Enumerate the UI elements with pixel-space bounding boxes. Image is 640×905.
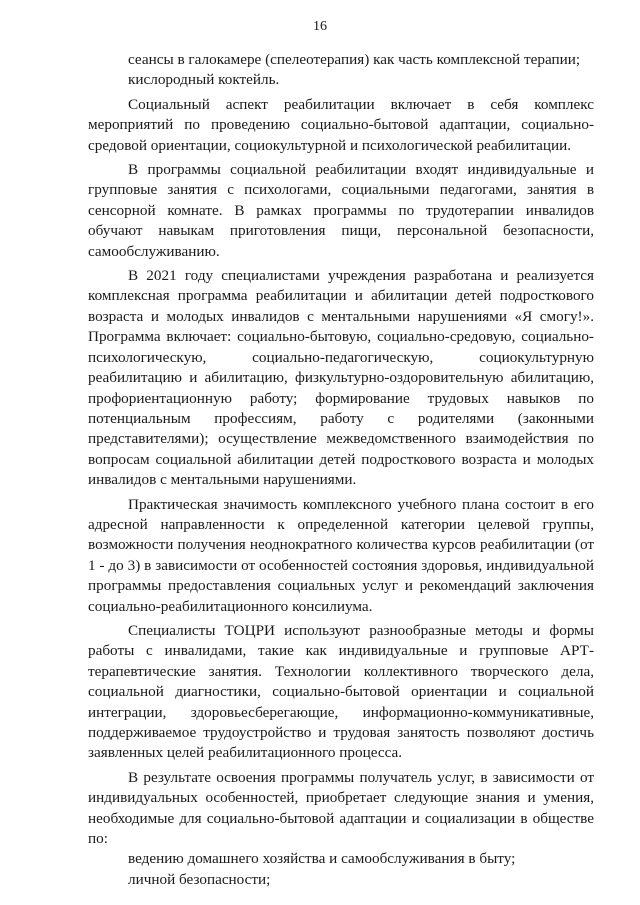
list-item: сеансы в галокамере (спелеотерапия) как часть комплексной терапии; (128, 51, 581, 68)
list-item: личной безопасности; (128, 870, 271, 888)
paragraph-methods: Специалисты ТОЦРИ используют разнообразные методы и формы работы с инвалидами, такие как индивидуальные и групповые АРТ-терапевтические занятия. Технологии коллективного творческого дела, социальной диагностики, социально-бытовой ориентации и социальной интеграции, здоровьесберегающие, информационно-коммуникативные, поддерживаемое трудоустройство и трудовая занятость позволяют достичь заявленных целей реабилитационного процесса. (88, 621, 594, 762)
paragraph-programs: В программы социальной реабилитации входят индивидуальные и групповые занятия с психологами, социальными педагогами, занятия в сенсорной комнате. В рамках программы по трудотерапии инвалидов обучают навыкам приготовления пищи, персональной безопасности, самообслуживанию. (88, 161, 594, 260)
paragraph-results: В результате освоения программы получатель услуг, в зависимости от индивидуальных особенностей, приобретает следующие знания и умения, необходимые для социально-бытовой адаптации и социализации в обществе по: (88, 768, 594, 848)
list-item: ведению домашнего хозяйства и самообслуживания в быту; (128, 850, 516, 868)
paragraph-social-aspect: Социальный аспект реабилитации включает в себя комплекс мероприятий по проведению социально-бытовой адаптации, социально-средовой ориентации, социокультурной и психологической реабилитации. (88, 95, 594, 154)
paragraph-2021-program: В 2021 году специалистами учреждения разработана и реализуется комплексная программа реабилитации и абилитации детей подросткового возраста и молодых инвалидов с ментальными нарушениями «Я смогу!». Программа включает: социально-бытовую, социально-средовую, социально-психологическую, социально-педагогическую, социокультурную реабилитацию и абилитацию, физкультурно-оздоровительную абилитацию, профориентационную работу; формирование трудовых навыков по потенциальным профессиям, работу с родителями (законными представителями); осуществление межведомственного взаимодействия по вопросам социальной абилитации детей подросткового возраста и молодых инвалидов с ментальными нарушениями. (88, 267, 594, 489)
page-body (88, 50, 594, 890)
paragraph-practical-significance: Практическая значимость комплексного учебного плана состоит в его адресной направленности к определенной категории целевой группы, возможности получения неоднократного количества курсов реабилитации (от 1 - до 3) в зависимости от особенностей состояния здоровья, индивидуальной программы предоставления социальных услуг и рекомендаций заключения социально-реабилитационного консилиума. (88, 495, 594, 615)
list-item: кислородный коктейль. (128, 71, 280, 89)
page-number: 16 (313, 19, 327, 34)
